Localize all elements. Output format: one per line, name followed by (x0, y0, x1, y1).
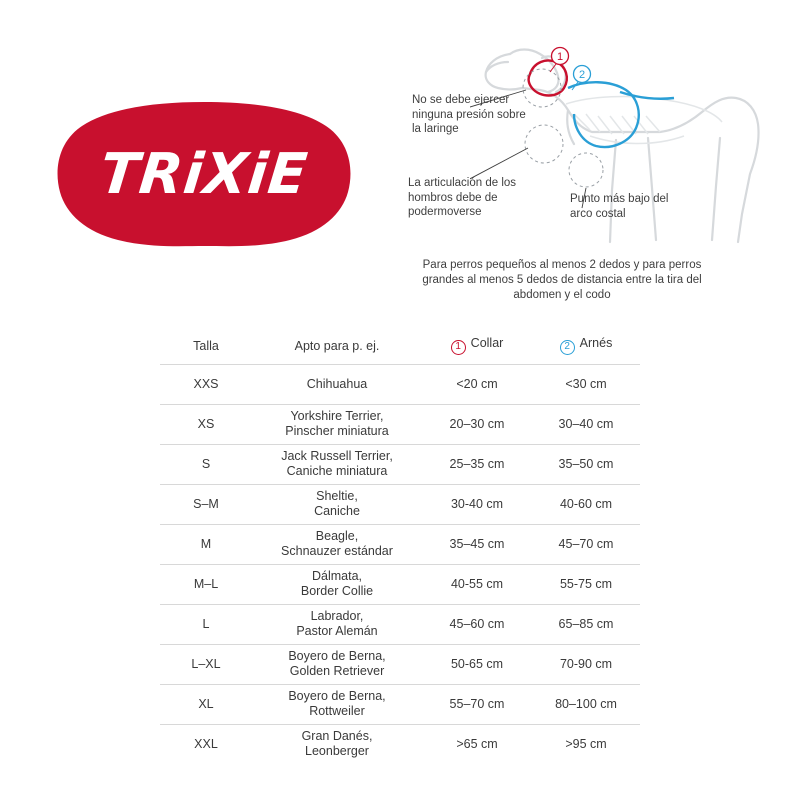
breed-line: Boyero de Berna, (288, 689, 386, 703)
cell-collar: 35–45 cm (449, 536, 505, 551)
table-row (160, 484, 640, 524)
breed-line: Golden Retriever (289, 664, 385, 678)
brand-logo (54, 100, 354, 248)
cell-harness: 30–40 cm (558, 416, 614, 431)
table-row (160, 684, 640, 724)
harness-marker-icon: 2 (560, 340, 575, 355)
cell-collar: <20 cm (456, 376, 498, 391)
table-row (160, 564, 640, 604)
breed-line: Schnauzer estándar (281, 544, 393, 558)
header-collar-label: Collar (470, 336, 504, 351)
table-row (160, 444, 640, 484)
cell-collar: 20–30 cm (449, 416, 505, 431)
breed-line: Leonberger (305, 744, 369, 759)
breed-line: Dálmata, (311, 569, 363, 583)
table-row (160, 724, 640, 764)
cell-breed (252, 564, 422, 604)
cell-collar: 40-55 cm (450, 576, 504, 591)
breed-line: Boyero de Berna, (288, 649, 386, 663)
size-table-head (160, 334, 640, 364)
rib-highlight (569, 153, 603, 187)
cell-size: M (200, 536, 212, 551)
size-table (160, 334, 640, 764)
breed-line: Labrador, (310, 609, 364, 623)
cell-size: XXS (193, 376, 219, 391)
harness-path (568, 82, 639, 147)
cell-harness: 65–85 cm (558, 616, 614, 631)
header-breed: Apto para p. ej. (294, 338, 380, 353)
cell-breed (252, 484, 422, 524)
breed-line: Caniche (314, 504, 360, 518)
cell-breed (252, 644, 422, 684)
cell-collar: 25–35 cm (449, 456, 505, 471)
cell-collar: 50-65 cm (450, 656, 504, 671)
breed-line: Sheltie, (316, 489, 358, 503)
breed-line: Beagle, (315, 529, 359, 543)
table-header-row (160, 334, 640, 364)
breed-line: Gran Danés, (301, 729, 373, 744)
table-row (160, 524, 640, 564)
svg-text:1: 1 (556, 51, 564, 63)
breed-line: Pinscher miniatura (285, 424, 389, 438)
cell-size: L–XL (191, 656, 221, 671)
cell-harness: 55-75 cm (559, 576, 613, 591)
cell-size: M–L (193, 576, 219, 591)
cell-collar: >65 cm (456, 736, 498, 751)
header-collar (422, 334, 532, 364)
cell-breed (252, 444, 422, 484)
cell-breed (252, 724, 422, 764)
cell-collar: 55–70 cm (449, 696, 505, 711)
cell-harness: >95 cm (565, 736, 607, 751)
table-row (160, 644, 640, 684)
dog-anatomy-diagram (470, 18, 790, 268)
marker-1-group (550, 48, 569, 73)
size-table-body (160, 364, 640, 764)
cell-harness: 70-90 cm (559, 656, 613, 671)
breed-line: Caniche miniatura (286, 464, 388, 478)
breed-line: Border Collie (300, 584, 374, 598)
cell-size: L (202, 616, 210, 631)
cell-size: XXL (194, 736, 218, 751)
breed-line: Yorkshire Terrier, (290, 409, 384, 423)
cell-collar: 45–60 cm (449, 616, 505, 631)
cell-collar: 30-40 cm (450, 496, 504, 511)
breed-line: Rottweiler (309, 704, 365, 718)
annotation-belly-distance: Para perros pequeños al menos 2 dedos y para perros grandes al menos 5 dedos de distancia entre la tira del abdomen y el codo (422, 259, 702, 301)
annotation-rib: Punto más bajo del arco costal (570, 193, 669, 220)
cell-harness: 35–50 cm (558, 456, 614, 471)
breed-line: Pastor Alemán (296, 624, 378, 638)
cell-breed (252, 364, 422, 404)
breed-line: Chihuahua (306, 376, 368, 391)
cell-harness: 80–100 cm (555, 696, 617, 711)
cell-size: S (201, 456, 211, 471)
breed-line: Jack Russell Terrier, (281, 449, 393, 463)
table-row (160, 404, 640, 444)
annotation-larynx: No se debe ejercer ninguna presión sobre la laringe (412, 94, 526, 135)
svg-text:2: 2 (578, 69, 586, 81)
header-size: Talla (193, 338, 219, 353)
cell-harness: 45–70 cm (558, 536, 614, 551)
cell-size: S–M (193, 496, 219, 511)
cell-breed (252, 404, 422, 444)
marker-2-group (572, 66, 591, 91)
size-table-container (160, 334, 640, 764)
cell-size: XS (197, 416, 215, 431)
cell-breed (252, 604, 422, 644)
cell-breed (252, 684, 422, 724)
dog-illustration (470, 18, 790, 268)
cell-breed (252, 524, 422, 564)
annotation-shoulder: La articulación de los hombros debe de podermoverse (408, 177, 517, 218)
header-harness (532, 334, 640, 364)
collar-marker-icon: 1 (451, 340, 466, 355)
table-row (160, 364, 640, 404)
cell-size: XL (198, 696, 214, 711)
cell-harness: <30 cm (565, 376, 607, 391)
table-row (160, 604, 640, 644)
header-harness-label: Arnés (579, 336, 613, 351)
cell-harness: 40-60 cm (559, 496, 613, 511)
brand-name: TRiXiE (97, 141, 311, 207)
